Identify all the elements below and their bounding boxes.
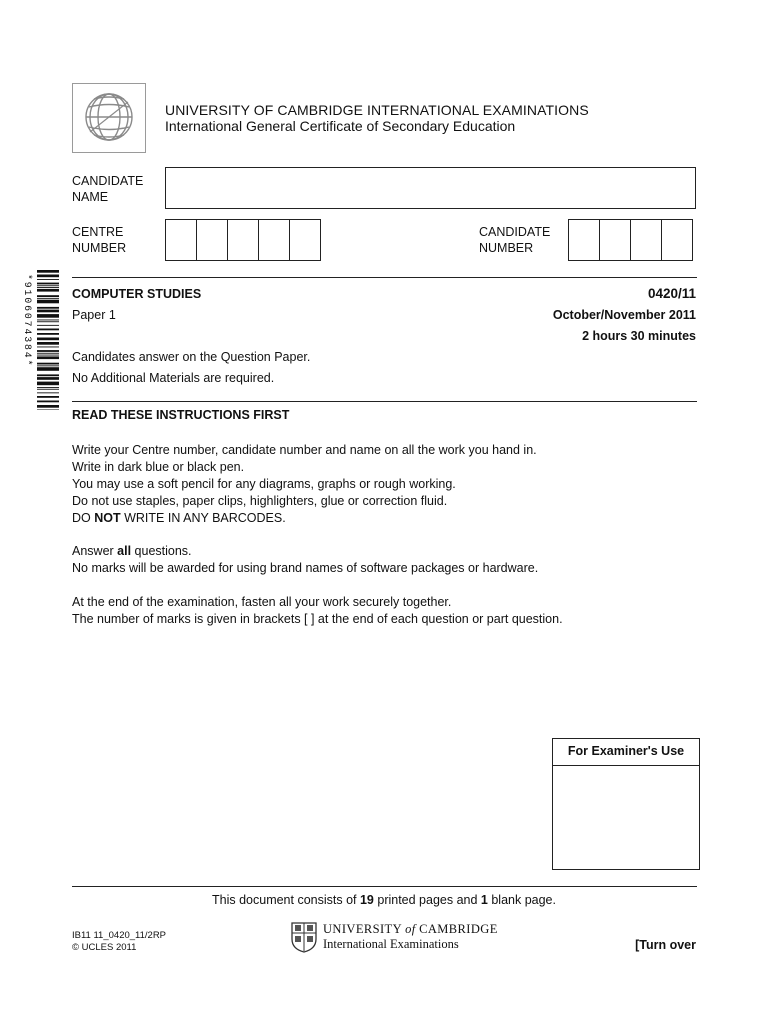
emphasis-text: all — [117, 544, 132, 558]
instructions-block-2 — [72, 543, 538, 577]
text-run: printed pages and — [373, 893, 481, 907]
centre-digit-box[interactable] — [227, 219, 259, 261]
text-run: CAMBRIDGE — [419, 922, 498, 936]
text-run: This document consists of — [212, 893, 360, 907]
text-run: WRITE IN ANY BARCODES. — [120, 511, 286, 525]
document-reference — [72, 930, 166, 953]
centre-digit-box[interactable] — [289, 219, 321, 261]
candidate-number-boxes — [568, 219, 693, 261]
text-run: questions. — [131, 544, 192, 558]
instruction-line-barcodes — [72, 510, 537, 527]
centre-digit-box[interactable] — [196, 219, 228, 261]
cambridge-crest-icon — [290, 921, 318, 953]
examiner-use-label: For Examiner's Use — [553, 739, 699, 766]
divider — [72, 401, 697, 402]
materials-line-2: No Additional Materials are required. — [72, 371, 275, 385]
text-run: of — [405, 922, 416, 936]
candidate-number-label — [479, 225, 550, 256]
candidate-digit-box[interactable] — [599, 219, 631, 261]
centre-digit-box[interactable] — [258, 219, 290, 261]
cambridge-wordmark-line2: International Examinations — [323, 937, 459, 951]
instruction-line-answer — [72, 543, 538, 560]
barcode-image — [22, 270, 62, 410]
barcode-text: *9106074384* — [22, 274, 33, 368]
centre-number-label-line1: CENTRE — [72, 225, 124, 239]
cambridge-wordmark — [323, 922, 498, 952]
paper-number: Paper 1 — [72, 308, 116, 322]
copyright: © UCLES 2011 — [72, 941, 137, 953]
instructions-block-1 — [72, 442, 537, 527]
paper-code: 0420/11 — [647, 286, 696, 301]
candidate-name-label-line2: NAME — [72, 189, 109, 204]
candidate-digit-box[interactable] — [661, 219, 693, 261]
divider — [72, 886, 697, 887]
candidate-name-field[interactable] — [165, 167, 696, 209]
instructions-heading: READ THESE INSTRUCTIONS FIRST — [72, 408, 290, 422]
instruction-line: Do not use staples, paper clips, highlighters, glue or correction fluid. — [72, 494, 448, 508]
text-run: blank page. — [487, 893, 556, 907]
instruction-line: At the end of the examination, fasten all your work securely together. — [72, 595, 452, 609]
instruction-line: No marks will be awarded for using brand names of software packages or hardware. — [72, 561, 539, 575]
globe-icon — [80, 88, 138, 146]
turn-over-note: [Turn over — [635, 938, 696, 952]
emphasis-text: NOT — [94, 511, 121, 525]
candidate-name-label — [72, 174, 143, 205]
instruction-line: Write in dark blue or black pen. — [72, 460, 245, 474]
cambridge-wordmark-line1 — [323, 922, 498, 937]
text-run: UNIVERSITY — [323, 922, 402, 936]
centre-digit-box[interactable] — [165, 219, 197, 261]
instructions-block-3 — [72, 594, 563, 628]
qualification-title: International General Certificate of Secondary Education — [165, 118, 516, 134]
page-count-note — [0, 893, 768, 907]
instruction-line: Write your Centre number, candidate number and name on all the work you hand in. — [72, 443, 537, 457]
blank-pages-count: 1 — [480, 893, 488, 907]
printed-pages-count: 19 — [359, 893, 374, 907]
candidate-number-label-line2: NUMBER — [479, 240, 534, 255]
exam-duration: 2 hours 30 minutes — [582, 329, 696, 343]
instruction-line: The number of marks is given in brackets [ ] at the end of each question or part question. — [72, 612, 563, 626]
centre-number-label — [72, 225, 126, 256]
exam-session: October/November 2011 — [552, 308, 696, 322]
text-run: Answer — [72, 544, 118, 558]
candidate-digit-box[interactable] — [630, 219, 662, 261]
subject-title: COMPUTER STUDIES — [72, 287, 202, 301]
centre-number-label-line2: NUMBER — [72, 240, 127, 255]
candidate-name-label-line1: CANDIDATE — [72, 174, 144, 188]
text-run: DO — [72, 511, 95, 525]
ucie-logo — [72, 83, 146, 153]
examiner-use-box — [552, 738, 700, 870]
exam-board-title: UNIVERSITY OF CAMBRIDGE INTERNATIONAL EXAMINATIONS — [165, 102, 589, 118]
candidate-number-label-line1: CANDIDATE — [479, 225, 551, 239]
centre-number-boxes — [165, 219, 321, 261]
instruction-line: You may use a soft pencil for any diagrams, graphs or rough working. — [72, 477, 456, 491]
materials-line-1: Candidates answer on the Question Paper. — [72, 350, 311, 364]
divider — [72, 277, 697, 278]
candidate-digit-box[interactable] — [568, 219, 600, 261]
reference-code: IB11 11_0420_11/2RP — [72, 930, 167, 941]
